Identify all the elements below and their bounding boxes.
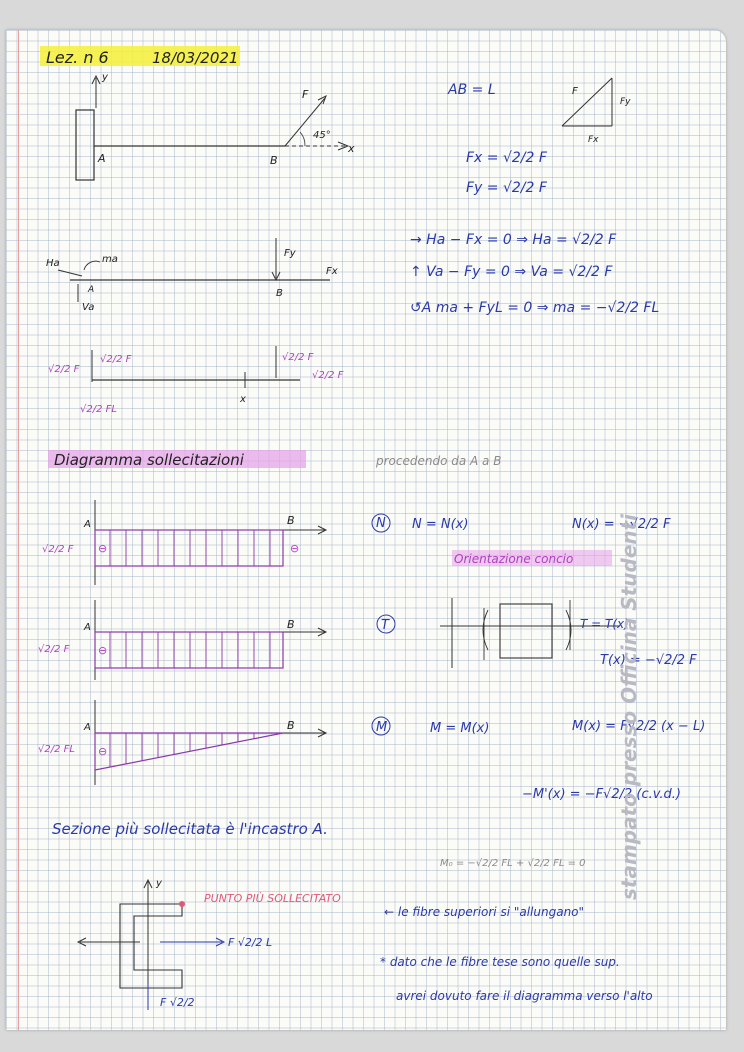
- orientation-title: Orientazione concio: [454, 552, 574, 566]
- most-stressed-point: PUNTO PIÙ SOLLECITATO: [204, 892, 341, 905]
- svg-text:√2/2 FL: √2/2 FL: [80, 404, 117, 415]
- t-symbol: T: [381, 618, 389, 633]
- svg-text:B: B: [276, 288, 283, 299]
- section-load-force: F √2/2: [160, 996, 195, 1009]
- force-triangle: [562, 78, 631, 145]
- svg-text:⊖: ⊖: [290, 542, 300, 555]
- svg-text:√2/2 F: √2/2 F: [312, 370, 344, 381]
- svg-text:A: A: [84, 622, 91, 633]
- svg-text:Ha: Ha: [46, 258, 60, 269]
- n-diagram: [42, 500, 326, 585]
- svg-text:⊖: ⊖: [98, 542, 108, 555]
- n-definition: N = N(x): [412, 517, 469, 532]
- section-element-sketch: [440, 598, 620, 668]
- svg-text:Fx: Fx: [588, 135, 599, 145]
- svg-text:x: x: [348, 142, 355, 155]
- svg-text:⊖: ⊖: [98, 745, 108, 758]
- svg-text:x: x: [240, 394, 246, 405]
- given-fx: Fx = √2/2 F: [466, 150, 547, 166]
- svg-text:F: F: [302, 88, 309, 101]
- svg-text:√2/2 F: √2/2 F: [38, 644, 70, 655]
- equation-vertical: ↑ Va − Fy = 0 ⇒ Va = √2/2 F: [410, 264, 613, 280]
- svg-text:y: y: [102, 72, 108, 83]
- n-value: N(x) = −√2/2 F: [572, 517, 671, 532]
- conclusion: Sezione più sollecitata è l'incastro A.: [52, 820, 328, 838]
- svg-text:A: A: [88, 285, 95, 295]
- cross-section: [78, 878, 224, 1010]
- reactions-sketch: [48, 346, 344, 415]
- given-ab: AB = L: [448, 82, 496, 98]
- star-note-line-1: * dato che le fibre tese sono quelle sup.: [380, 955, 620, 969]
- svg-text:y: y: [156, 878, 162, 889]
- m-definition: M = M(x): [430, 721, 490, 736]
- svg-text:A: A: [98, 152, 106, 165]
- equation-moment: ↺A ma + FyL = 0 ⇒ ma = −√2/2 FL: [410, 300, 660, 316]
- svg-text:B: B: [287, 618, 295, 631]
- svg-text:⊖: ⊖: [98, 644, 108, 657]
- svg-text:Fy: Fy: [284, 248, 296, 259]
- diagram-title: Diagramma sollecitazioni: [54, 451, 244, 469]
- beam-sketch-1: [76, 72, 355, 180]
- svg-text:A: A: [84, 519, 91, 530]
- svg-text:Fx: Fx: [326, 266, 338, 277]
- svg-text:B: B: [270, 154, 278, 167]
- svg-text:√2/2 F: √2/2 F: [42, 544, 74, 555]
- svg-text:Va: Va: [82, 302, 95, 313]
- moment-check: M₀ = −√2/2 FL + √2/2 FL = 0: [440, 858, 586, 869]
- svg-text:45°: 45°: [313, 130, 331, 141]
- svg-text:A: A: [84, 722, 91, 733]
- svg-text:√2/2 F: √2/2 F: [48, 364, 80, 375]
- svg-text:√2/2 F: √2/2 F: [282, 352, 314, 363]
- section-load-moment: F √2/2 L: [228, 936, 273, 949]
- lesson-date: 18/03/2021: [152, 49, 239, 67]
- star-note-line-2: avrei dovuto fare il diagramma verso l'alto: [396, 989, 653, 1003]
- lesson-number: Lez. n 6: [46, 48, 109, 67]
- t-value: T(x) = −√2/2 F: [600, 653, 697, 668]
- fibres-note: ← le fibre superiori si "allungano": [384, 905, 585, 919]
- n-hatching: [110, 530, 270, 566]
- svg-text:ma: ma: [102, 254, 118, 265]
- svg-text:√2/2 FL: √2/2 FL: [38, 744, 75, 755]
- svg-text:F: F: [572, 86, 578, 97]
- svg-text:Fy: Fy: [620, 97, 631, 107]
- watermark: stampato presso Officina Studenti: [617, 513, 641, 900]
- svg-text:√2/2 F: √2/2 F: [100, 354, 132, 365]
- m-value: M(x) = F√2/2 (x − L): [572, 719, 706, 734]
- m-diagram: [38, 700, 326, 785]
- check-derivative: −M'(x) = −F√2/2 (c.v.d.): [522, 787, 681, 802]
- free-body-diagram: [46, 238, 338, 313]
- svg-text:B: B: [287, 719, 295, 732]
- m-symbol: M: [376, 720, 388, 735]
- t-diagram: [38, 600, 326, 680]
- equation-horizontal: → Ha − Fx = 0 ⇒ Ha = √2/2 F: [410, 232, 617, 248]
- n-symbol: N: [376, 516, 386, 531]
- diagram-note: procedendo da A a B: [376, 454, 502, 468]
- t-definition: T = T(x): [580, 617, 629, 631]
- given-fy: Fy = √2/2 F: [466, 180, 547, 196]
- svg-text:B: B: [287, 514, 295, 527]
